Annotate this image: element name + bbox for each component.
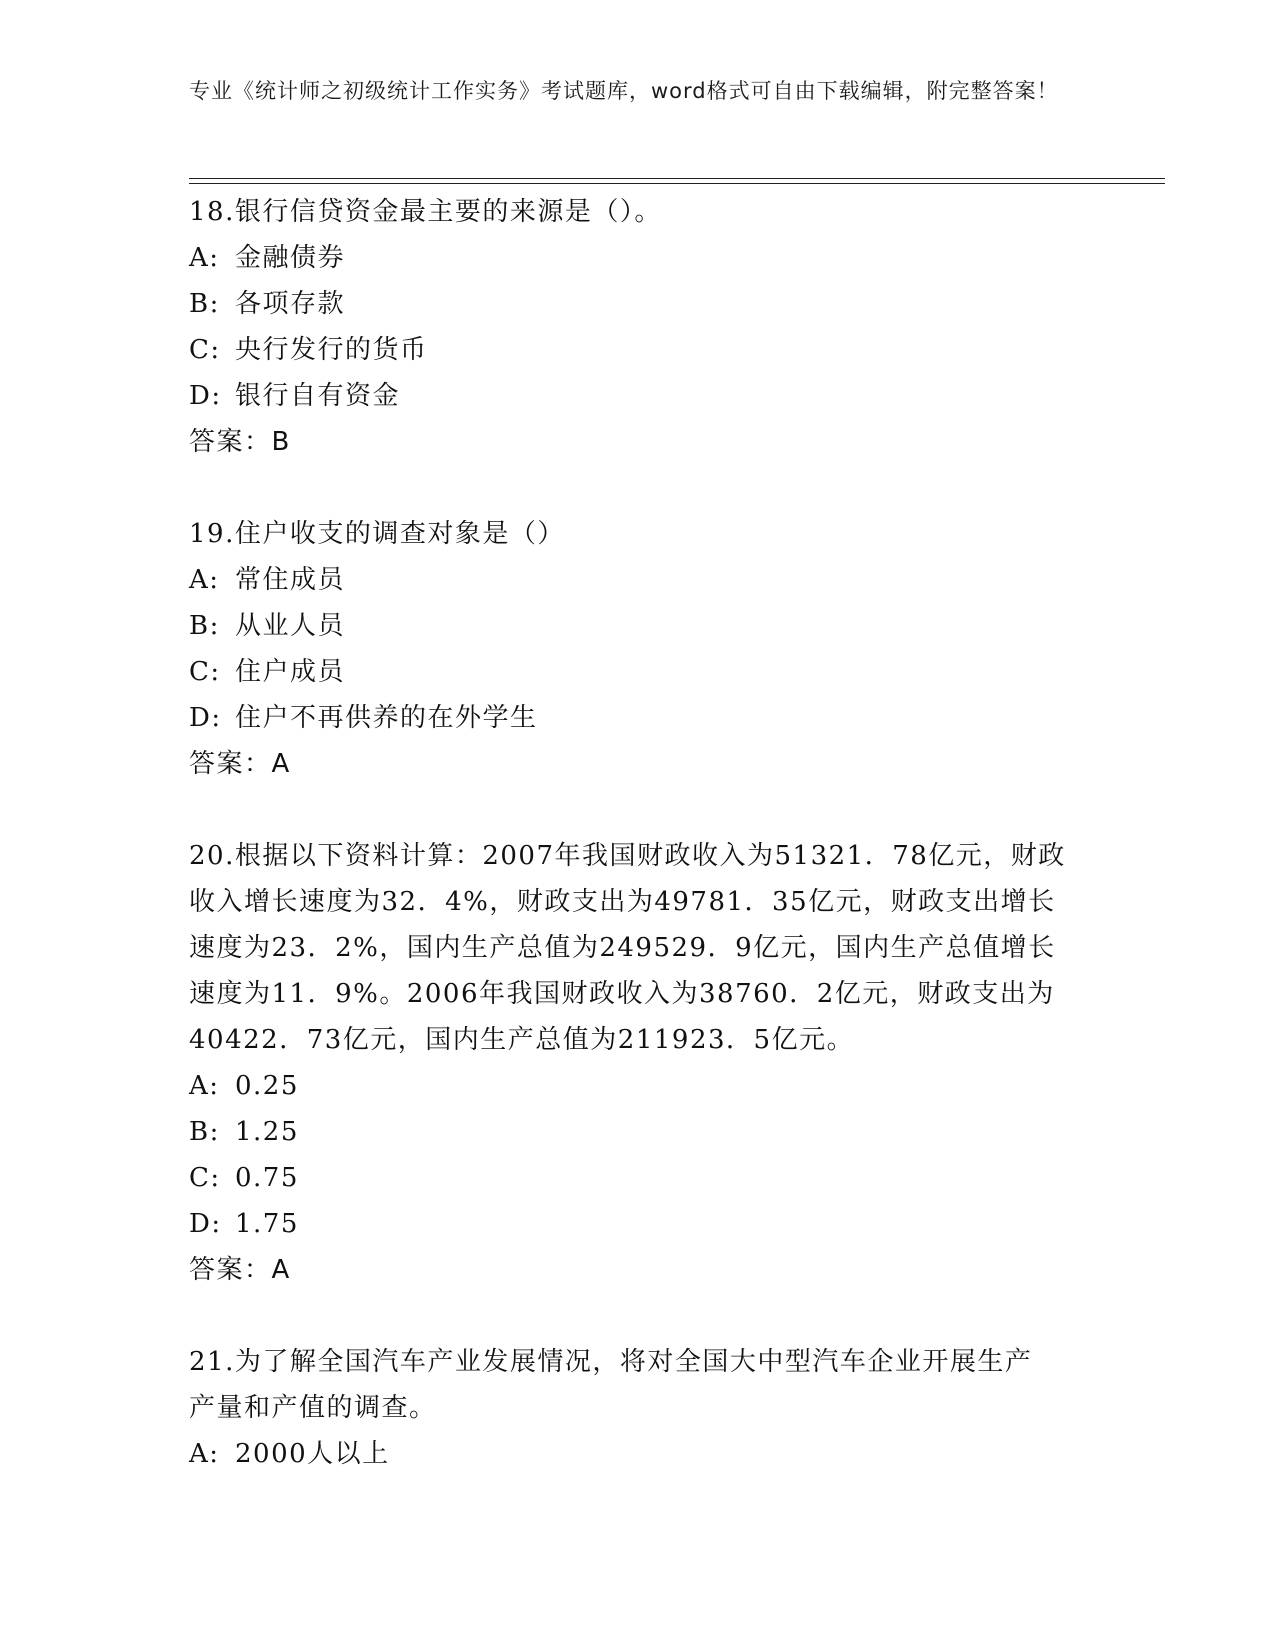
document-header: 专业《统计师之初级统计工作实务》考试题库，word格式可自由下载编辑，附完整答案！ bbox=[189, 79, 1059, 103]
answer-line: 答案：B bbox=[189, 427, 291, 457]
option-letter: A: bbox=[189, 565, 220, 595]
option-letter: D: bbox=[189, 703, 222, 733]
option-text: 住户成员 bbox=[235, 657, 346, 687]
option-c bbox=[189, 327, 1089, 373]
option-letter: C: bbox=[189, 1163, 221, 1193]
option-b bbox=[189, 603, 1089, 649]
option-a bbox=[189, 1431, 1089, 1477]
header-divider-bottom bbox=[189, 183, 1165, 184]
option-letter: B: bbox=[189, 1117, 220, 1147]
question-stem-line: 速度为23．2%，国内生产总值为249529．9亿元，国内生产总值增长 bbox=[189, 933, 1056, 963]
option-letter: A: bbox=[189, 1439, 220, 1469]
option-letter: D: bbox=[189, 381, 222, 411]
question-stem-line: 40422．73亿元，国内生产总值为211923．5亿元。 bbox=[189, 1025, 855, 1055]
question-stem-line: 收入增长速度为32．4%，财政支出为49781．35亿元，财政支出增长 bbox=[189, 887, 1056, 917]
option-letter: A: bbox=[189, 243, 220, 273]
option-letter: D: bbox=[189, 1209, 222, 1239]
question-stem-line: 产量和产值的调查。 bbox=[189, 1393, 437, 1423]
question-stem-line: 速度为11．9%。2006年我国财政收入为38760．2亿元，财政支出为 bbox=[189, 979, 1055, 1009]
spacer bbox=[189, 787, 1089, 833]
option-text: 1.75 bbox=[235, 1209, 299, 1239]
option-text: 2000人以上 bbox=[235, 1439, 390, 1469]
question-20 bbox=[189, 833, 1089, 1293]
option-letter: C: bbox=[189, 657, 221, 687]
option-letter: A: bbox=[189, 1071, 220, 1101]
question-stem-line: 21.为了解全国汽车产业发展情况，将对全国大中型汽车企业开展生产 bbox=[189, 1347, 1033, 1377]
option-text: 银行自有资金 bbox=[235, 381, 401, 411]
option-text: 从业人员 bbox=[235, 611, 346, 641]
question-stem: 19.住户收支的调查对象是（） bbox=[189, 519, 565, 549]
spacer bbox=[189, 465, 1089, 511]
option-d bbox=[189, 373, 1089, 419]
option-a bbox=[189, 557, 1089, 603]
option-text: 各项存款 bbox=[235, 289, 346, 319]
question-list bbox=[189, 189, 1089, 1477]
spacer bbox=[189, 1293, 1089, 1339]
option-c bbox=[189, 1155, 1089, 1201]
option-letter: B: bbox=[189, 611, 220, 641]
option-a bbox=[189, 235, 1089, 281]
question-19 bbox=[189, 511, 1089, 787]
option-b bbox=[189, 1109, 1089, 1155]
option-a bbox=[189, 1063, 1089, 1109]
option-letter: B: bbox=[189, 289, 220, 319]
header-divider-top bbox=[189, 178, 1165, 179]
question-stem: 18.银行信贷资金最主要的来源是（）。 bbox=[189, 197, 662, 227]
option-text: 金融债券 bbox=[235, 243, 346, 273]
option-text: 常住成员 bbox=[235, 565, 346, 595]
question-stem-line: 20.根据以下资料计算：2007年我国财政收入为51321．78亿元，财政 bbox=[189, 841, 1066, 871]
option-d bbox=[189, 1201, 1089, 1247]
option-text: 0.75 bbox=[235, 1163, 299, 1193]
option-text: 央行发行的货币 bbox=[235, 335, 428, 365]
question-18 bbox=[189, 189, 1089, 465]
question-21 bbox=[189, 1339, 1089, 1477]
option-c bbox=[189, 649, 1089, 695]
answer-line: 答案：A bbox=[189, 749, 291, 779]
option-text: 0.25 bbox=[235, 1071, 299, 1101]
option-letter: C: bbox=[189, 335, 221, 365]
option-text: 住户不再供养的在外学生 bbox=[235, 703, 538, 733]
option-text: 1.25 bbox=[235, 1117, 299, 1147]
option-b bbox=[189, 281, 1089, 327]
answer-line: 答案：A bbox=[189, 1255, 291, 1285]
option-d bbox=[189, 695, 1089, 741]
